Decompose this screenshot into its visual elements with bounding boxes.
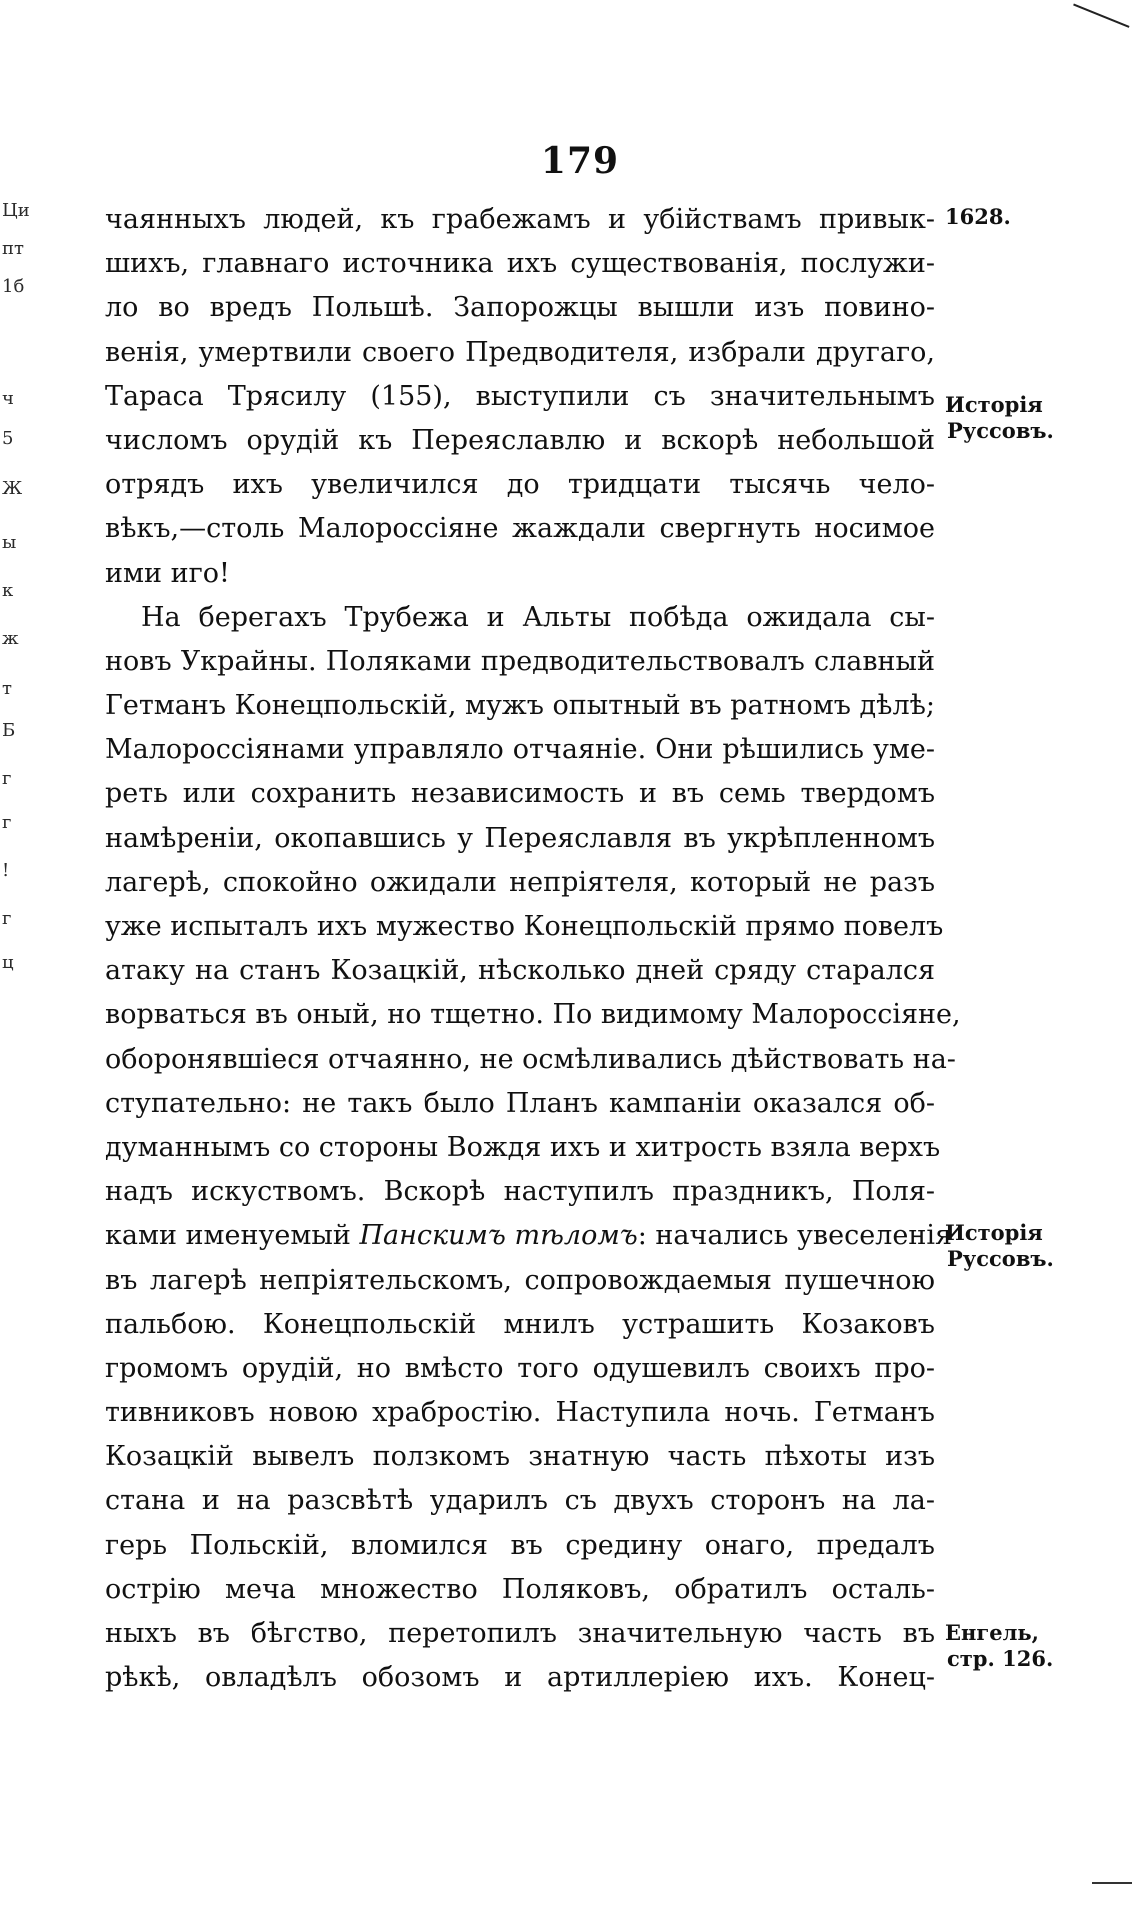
text-line: ворваться въ оный, но тщетно. По видимому Малороссіяне,	[105, 999, 961, 1031]
left-fragment: 1б	[2, 276, 25, 297]
main-text-block	[105, 198, 961, 1700]
text-line-tail: : начались увеселенія	[637, 1220, 952, 1252]
text-line: пальбою. Конецпольскій мнилъ устрашить Козаковъ	[105, 1308, 935, 1340]
text-line	[105, 1214, 952, 1258]
margin-note-source-1	[945, 392, 1054, 444]
margin-note-source-3-line1: Енгель,	[945, 1620, 1039, 1645]
text-line: Козацкій вывелъ ползкомъ знатную часть пѣхоты изъ	[105, 1441, 935, 1473]
text-line: чаянныхъ людей, къ грабежамъ и убійствамъ привык-	[105, 204, 935, 235]
text-line: реть или сохранить независимость и въ семь твердомъ	[105, 778, 935, 810]
bottom-edge-rule	[1092, 1882, 1132, 1884]
text-line: думаннымъ со стороны Вождя ихъ и хитрость взяла верхъ	[105, 1131, 941, 1163]
text-line: Гетманъ Конецпольскій, мужъ опытный въ ратномъ дѣлѣ;	[105, 690, 935, 722]
left-fragment: ц	[2, 952, 14, 973]
text-line: рѣкѣ, овладѣлъ обозомъ и артиллеріею ихъ. Конец-	[105, 1662, 935, 1694]
left-fragment: т	[2, 678, 12, 699]
margin-note-source-2-line2: Руссовъ.	[947, 1246, 1054, 1271]
text-line: Тараса Трясилу (155), выступили съ значительнымъ	[105, 380, 935, 412]
text-line: острію меча множество Поляковъ, обратилъ осталь-	[105, 1573, 935, 1605]
text-line: числомъ орудій къ Переяславлю и вскорѣ небольшой	[105, 424, 935, 456]
text-line: вѣкъ,—столь Малороссіяне жаждали свергнуть носимое	[105, 513, 935, 545]
text-line: шихъ, главнаго источника ихъ существованія, послужи-	[105, 248, 935, 280]
left-fragment: г	[2, 812, 12, 833]
left-fragment: Ци	[2, 200, 30, 221]
margin-note-source-1-line1: Исторія	[945, 392, 1043, 417]
margin-note-source-2	[945, 1220, 1054, 1272]
text-line: оборонявшіеся отчаянно, не осмѣливались дѣйствовать на-	[105, 1043, 956, 1075]
text-line: надъ искуствомъ. Вскорѣ наступилъ праздникъ, Поля-	[105, 1176, 935, 1208]
text-line: герь Польскій, вломился въ средину онаго, предалъ	[105, 1529, 935, 1561]
text-line: намѣреніи, окопавшись у Переяславля въ укрѣпленномъ	[105, 822, 935, 854]
text-line: лагерѣ, спокойно ожидали непріятеля, который не разъ	[105, 866, 935, 898]
left-fragment: 5	[2, 428, 14, 449]
text-line: ныхъ въ бѣгство, перетопилъ значительную часть въ	[105, 1618, 935, 1649]
page-number: 179	[540, 140, 620, 182]
margin-note-source-1-line2: Руссовъ.	[947, 418, 1054, 443]
text-line: атаку на станъ Козацкій, нѣсколько дней сряду старался	[105, 955, 935, 987]
text-line: Малороссіянами управляло отчаяніе. Они рѣшились уме-	[105, 734, 935, 766]
text-line: На берегахъ Трубежа и Альты побѣда ожидала сы-	[141, 601, 935, 633]
text-line: венія, умертвили своего Предводителя, избрали другаго,	[105, 336, 935, 368]
left-fragment: г	[2, 908, 12, 929]
text-line: новъ Украйны. Поляками предводительствовалъ славный	[105, 645, 935, 677]
left-fragment: Ж	[2, 478, 23, 499]
text-line: отрядъ ихъ увеличился до тридцати тысячь чело-	[105, 469, 935, 501]
italic-phrase: Панскимъ тѣломъ	[359, 1220, 638, 1252]
margin-note-year: 1628.	[945, 204, 1011, 229]
margin-note-source-3-line2: стр. 126.	[947, 1646, 1054, 1671]
text-line: въ лагерѣ непріятельскомъ, сопровождаемыя пушечною	[105, 1264, 935, 1296]
margin-note-source-3	[945, 1620, 1053, 1672]
left-fragment: к	[2, 580, 14, 601]
text-line: громомъ орудій, но вмѣсто того одушевилъ своихъ про-	[105, 1352, 935, 1384]
left-fragment: !	[2, 860, 10, 881]
left-fragment: г	[2, 768, 12, 789]
left-fragment: ч	[2, 388, 14, 409]
margin-note-source-2-line1: Исторія	[945, 1220, 1043, 1245]
text-line: тивниковъ новою храбростію. Наступила ночь. Гетманъ	[105, 1397, 935, 1429]
left-fragment: ы	[2, 532, 17, 553]
left-fragment: ж	[2, 628, 19, 649]
corner-scan-line	[1073, 0, 1140, 28]
left-fragment: пт	[2, 238, 24, 259]
text-line: уже испыталъ ихъ мужество Конецпольскій прямо повелъ	[105, 911, 944, 942]
text-line-lead: ками именуемый	[105, 1220, 351, 1252]
left-fragment: Б	[2, 720, 16, 741]
text-line: стана и на разсвѣтѣ ударилъ съ двухъ сторонъ на ла-	[105, 1485, 935, 1517]
text-line: ступательно: не такъ было Планъ кампаніи оказался об-	[105, 1087, 935, 1119]
text-line: ими иго!	[105, 557, 230, 589]
text-line: ло во вредъ Польшѣ. Запорожцы вышли изъ повино-	[105, 292, 935, 324]
